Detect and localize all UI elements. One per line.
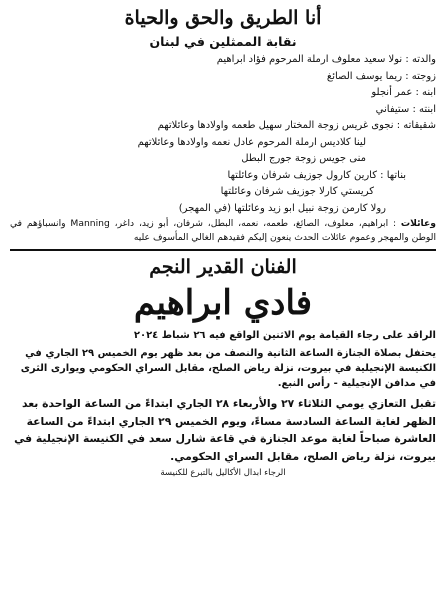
sister-line: منى جويس زوجة جورج البطل (241, 153, 366, 164)
relative-value: : عمر أنجلو (371, 87, 419, 98)
relative-value: : نولا سعيد معلوف ارملة المرحوم فؤاد ابراهيم (216, 54, 409, 65)
relative-value: : نجوى غريس زوجة المختار سهيل طعمه واولادها وعائلاتهم (157, 120, 401, 131)
relative-label: زوجته (411, 70, 436, 82)
relative-son (10, 85, 436, 102)
relative-value: : ريما يوسف الصائغ (326, 70, 409, 82)
condolences-text: تقبل التعازي يومي الثلاثاء ٢٧ والأربعاء ٢٨ الجاري ابتداءً من الساعة الواحدة بعد الظهر لغاية الساعة السادسة مساءً، ويوم الخميس ٢٩ الجاري ابتداءً من الساعة العاشرة صباحاً لغاية موعد الجنازة في قاعة شارل سعد في الكنيسة الإنجيلية في بيروت، نزلة رياض الصلح، مقابل السراي الحكومي. (14, 397, 436, 463)
families-text: : ابراهيم، معلوف، الصائغ، طعمه، نعمه، البطل، شرفان، أبو زيد، داغر، Manning وانسباؤهم في الوطن والمهجر وعموم عائلات الحدث ينعون إليكم فقيدهم الغالي المأسوف عليه (10, 218, 436, 243)
flowers-note: الرجاء ابدال الأكاليل بالتبرع للكنيسة (160, 468, 286, 478)
sister-line: لينا كلاديس ارملة المرحوم عادل نعمه واولادها وعائلاتهم (137, 136, 366, 148)
relative-label: شقيقاته (403, 120, 436, 131)
funeral-text: يحتفل بصلاة الجنازة الساعة الثانية والنصف من بعد ظهر يوم الخميس ٢٩ الجاري في الكنيسة الإنجيلية في بيروت، نزلة رياض الصلح، مقابل السراي الحكومي ويوارى الثرى في مدافن الإنجيلية - رأس النبع. (20, 348, 436, 389)
families-paragraph (10, 217, 436, 245)
relative-label: ابنته (419, 103, 436, 115)
relative-label: والدته (411, 54, 436, 65)
relative-wife (10, 69, 436, 86)
relative-value: : ستيفاني (375, 103, 416, 115)
sister-line: رولا كارمن زوجة نبيل ابو زيد وعائلتها (في المهجر) (178, 202, 386, 214)
relative-mother (10, 52, 436, 69)
relative-label: ابنه (422, 87, 436, 98)
families-label: وعائلات (400, 218, 436, 229)
relative-daughter (10, 102, 436, 119)
deceased-name: فادي ابراهيم (133, 283, 313, 323)
bible-verse-heading: أنا الطريق والحق والحياة (124, 7, 322, 29)
artist-title: الفنان القدير النجم (149, 256, 297, 278)
relative-sisters (10, 118, 436, 135)
passing-date-text: الراقد على رجاء القيامة يوم الاثنين الواقع فيه ٢٦ شباط ٢٠٢٤ (133, 330, 436, 341)
niece-line: كريستي كارلا جوزيف شرفان وعائلتها (220, 186, 374, 197)
relatives-list (10, 52, 436, 217)
actors-union-line: نقابة الممثلين في لبنان (149, 34, 297, 49)
divider (10, 249, 436, 251)
niece-line: بناتها : كارين كارول جوزيف شرفان وعائلتها (227, 169, 406, 181)
